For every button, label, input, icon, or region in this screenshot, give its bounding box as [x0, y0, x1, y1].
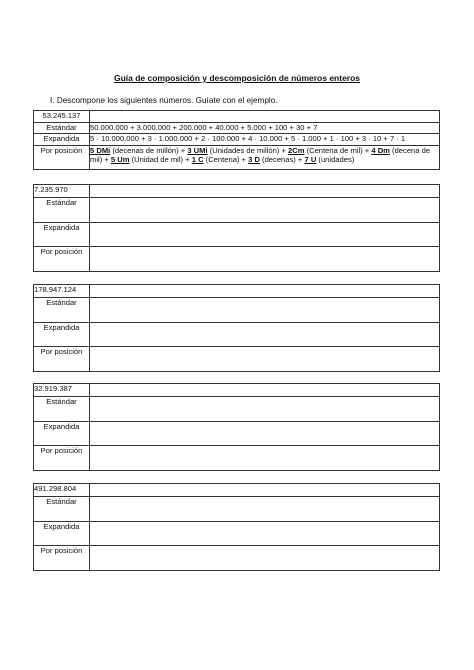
exercise-table	[33, 483, 440, 571]
expanded-label: Expandida	[34, 521, 90, 546]
position-description: (Centena de mil) +	[304, 145, 372, 155]
position-label: Por posición	[34, 145, 90, 169]
worksheet-title: Guía de composición y descomposición de números enteros	[113, 73, 361, 83]
example-position-value	[90, 145, 440, 169]
standard-answer-cell[interactable]	[90, 298, 440, 323]
instruction-text: I. Descompone los siguientes números. Guíate con el ejemplo.	[50, 96, 278, 105]
standard-label: Estándar	[34, 497, 90, 522]
expanded-answer-cell[interactable]	[90, 322, 440, 347]
position-term: 3 D	[248, 154, 260, 164]
position-description: (decenas de millón) +	[110, 145, 188, 155]
position-description: (decena de mil) +	[90, 145, 431, 164]
expanded-answer-cell[interactable]	[90, 521, 440, 546]
expanded-label: Expandida	[34, 134, 90, 146]
position-description: (Unidad de mil) +	[129, 154, 192, 164]
position-description: (unidades)	[316, 154, 355, 164]
exercise-number-blank-cell[interactable]	[90, 384, 440, 397]
exercise-number-blank-cell[interactable]	[90, 285, 440, 298]
position-label: Por posición	[34, 247, 90, 272]
position-answer-cell[interactable]	[90, 247, 440, 272]
example-table	[33, 110, 440, 170]
standard-answer-cell[interactable]	[90, 497, 440, 522]
expanded-label: Expandida	[34, 322, 90, 347]
position-label: Por posición	[34, 446, 90, 471]
position-answer-cell[interactable]	[90, 347, 440, 372]
example-standard-value: 50.000.000 + 3.000.000 + 200.000 + 40.000 + 5.000 + 100 + 30 + 7	[90, 122, 440, 134]
position-label: Por posición	[34, 347, 90, 372]
position-answer-cell[interactable]	[90, 546, 440, 571]
exercise-table	[33, 284, 440, 372]
exercise-number: 32.919.387	[34, 384, 90, 397]
position-description: (decenas) +	[259, 154, 305, 164]
exercise-table	[33, 184, 440, 272]
position-term: 3 UMi	[187, 145, 208, 155]
exercise-number: 7.235.970	[34, 185, 90, 198]
exercise-number: 491.298.804	[34, 484, 90, 497]
position-description: (Centena) +	[203, 154, 249, 164]
position-term: 4 Dm	[371, 145, 390, 155]
expanded-label: Expandida	[34, 421, 90, 446]
expanded-answer-cell[interactable]	[90, 222, 440, 247]
exercise-number: 178.947.124	[34, 285, 90, 298]
position-description: (Unidades de millón) +	[207, 145, 288, 155]
position-term: 7 U	[304, 154, 317, 164]
position-term: 5 DMi	[90, 145, 111, 155]
position-term: 5 Um	[110, 154, 130, 164]
standard-label: Estándar	[34, 397, 90, 422]
example-number: 53.245.137	[34, 111, 90, 123]
exercise-number-blank-cell[interactable]	[90, 484, 440, 497]
standard-answer-cell[interactable]	[90, 198, 440, 223]
expanded-answer-cell[interactable]	[90, 421, 440, 446]
expanded-label: Expandida	[34, 222, 90, 247]
standard-label: Estándar	[34, 198, 90, 223]
position-label: Por posición	[34, 546, 90, 571]
position-answer-cell[interactable]	[90, 446, 440, 471]
example-expanded-value: 5 · 10.000.000 + 3 · 1.000.000 + 2 · 100.000 + 4 · 10.000 + 5 · 1.000 + 1 · 100 + 3 · 10 + 7 · 1	[90, 134, 440, 146]
position-term: 2Cm	[287, 145, 305, 155]
standard-answer-cell[interactable]	[90, 397, 440, 422]
position-term: 1 C	[191, 154, 204, 164]
standard-label: Estándar	[34, 298, 90, 323]
standard-label: Estándar	[34, 122, 90, 134]
exercise-table	[33, 383, 440, 471]
example-number-blank-cell[interactable]	[90, 111, 440, 123]
exercise-number-blank-cell[interactable]	[90, 185, 440, 198]
